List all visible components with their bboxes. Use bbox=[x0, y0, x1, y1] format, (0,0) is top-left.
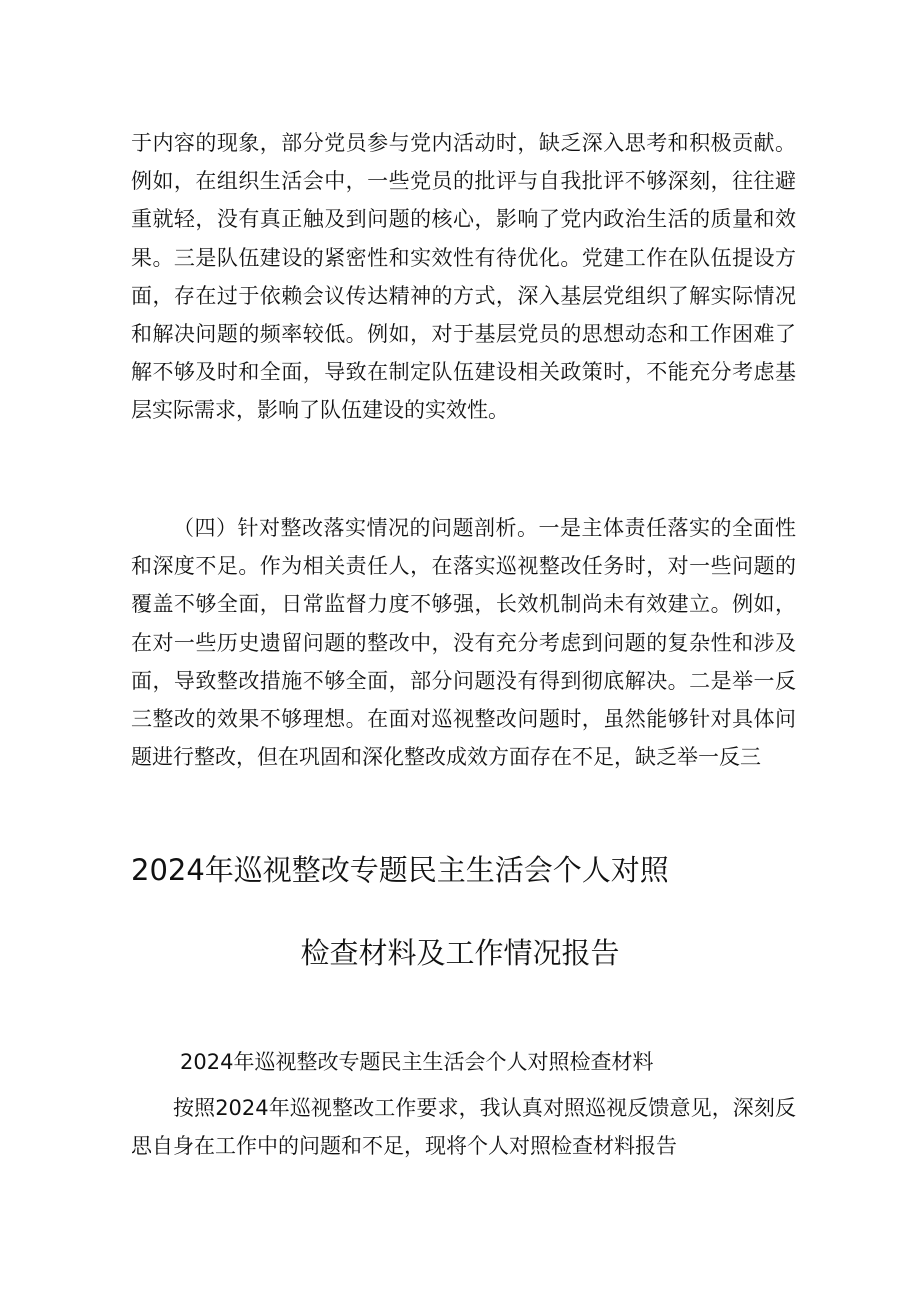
report-title-line-1: 2024年巡视整改专题民主生活会个人对照 bbox=[131, 853, 669, 887]
body-paragraph-1: 于内容的现象，部分党员参与党内活动时，缺乏深入思考和积极贡献。例如，在组织生活会中，一些党员的批评与自我批评不够深刻，往往避重就轻，没有真正触及到问题的核心，影响了党内政治生活的质量和效果。三是队伍建设的紧密性和实效性有待优化。党建工作在队伍提设方面，存在过于依赖会议传达精神的方式，深入基层党组织了解实际情况和解决问题的频率较低。例如，对于基层党员的思想动态和工作困难了解不够及时和全面，导致在制定队伍建设相关政策时，不能充分考虑基层实际需求，影响了队伍建设的实效性。 bbox=[131, 131, 796, 423]
material-subheading: 2024年巡视整改专题民主生活会个人对照检查材料 bbox=[180, 1050, 654, 1074]
intro-paragraph: 按照2024年巡视整改工作要求，我认真对照巡视反馈意见，深刻反思自身在工作中的问题和不足，现将个人对照检查材料报告 bbox=[131, 1096, 796, 1159]
body-paragraph-2: （四）针对整改落实情况的问题剖析。一是主体责任落实的全面性和深度不足。作为相关责任人，在落实巡视整改任务时，对一些问题的覆盖不够全面，日常监督力度不够强，长效机制尚未有效建立。例如，在对一些历史遗留问题的整改中，没有充分考虑到问题的复杂性和涉及面，导致整改措施不够全面，部分问题没有得到彻底解决。二是举一反三整改的效果不够理想。在面对巡视整改问题时，虽然能够针对具体问题进行整改，但在巩固和深化整改成效方面存在不足，缺乏举一反三 bbox=[131, 516, 796, 770]
report-title-line-2: 检查材料及工作情况报告 bbox=[300, 936, 620, 970]
